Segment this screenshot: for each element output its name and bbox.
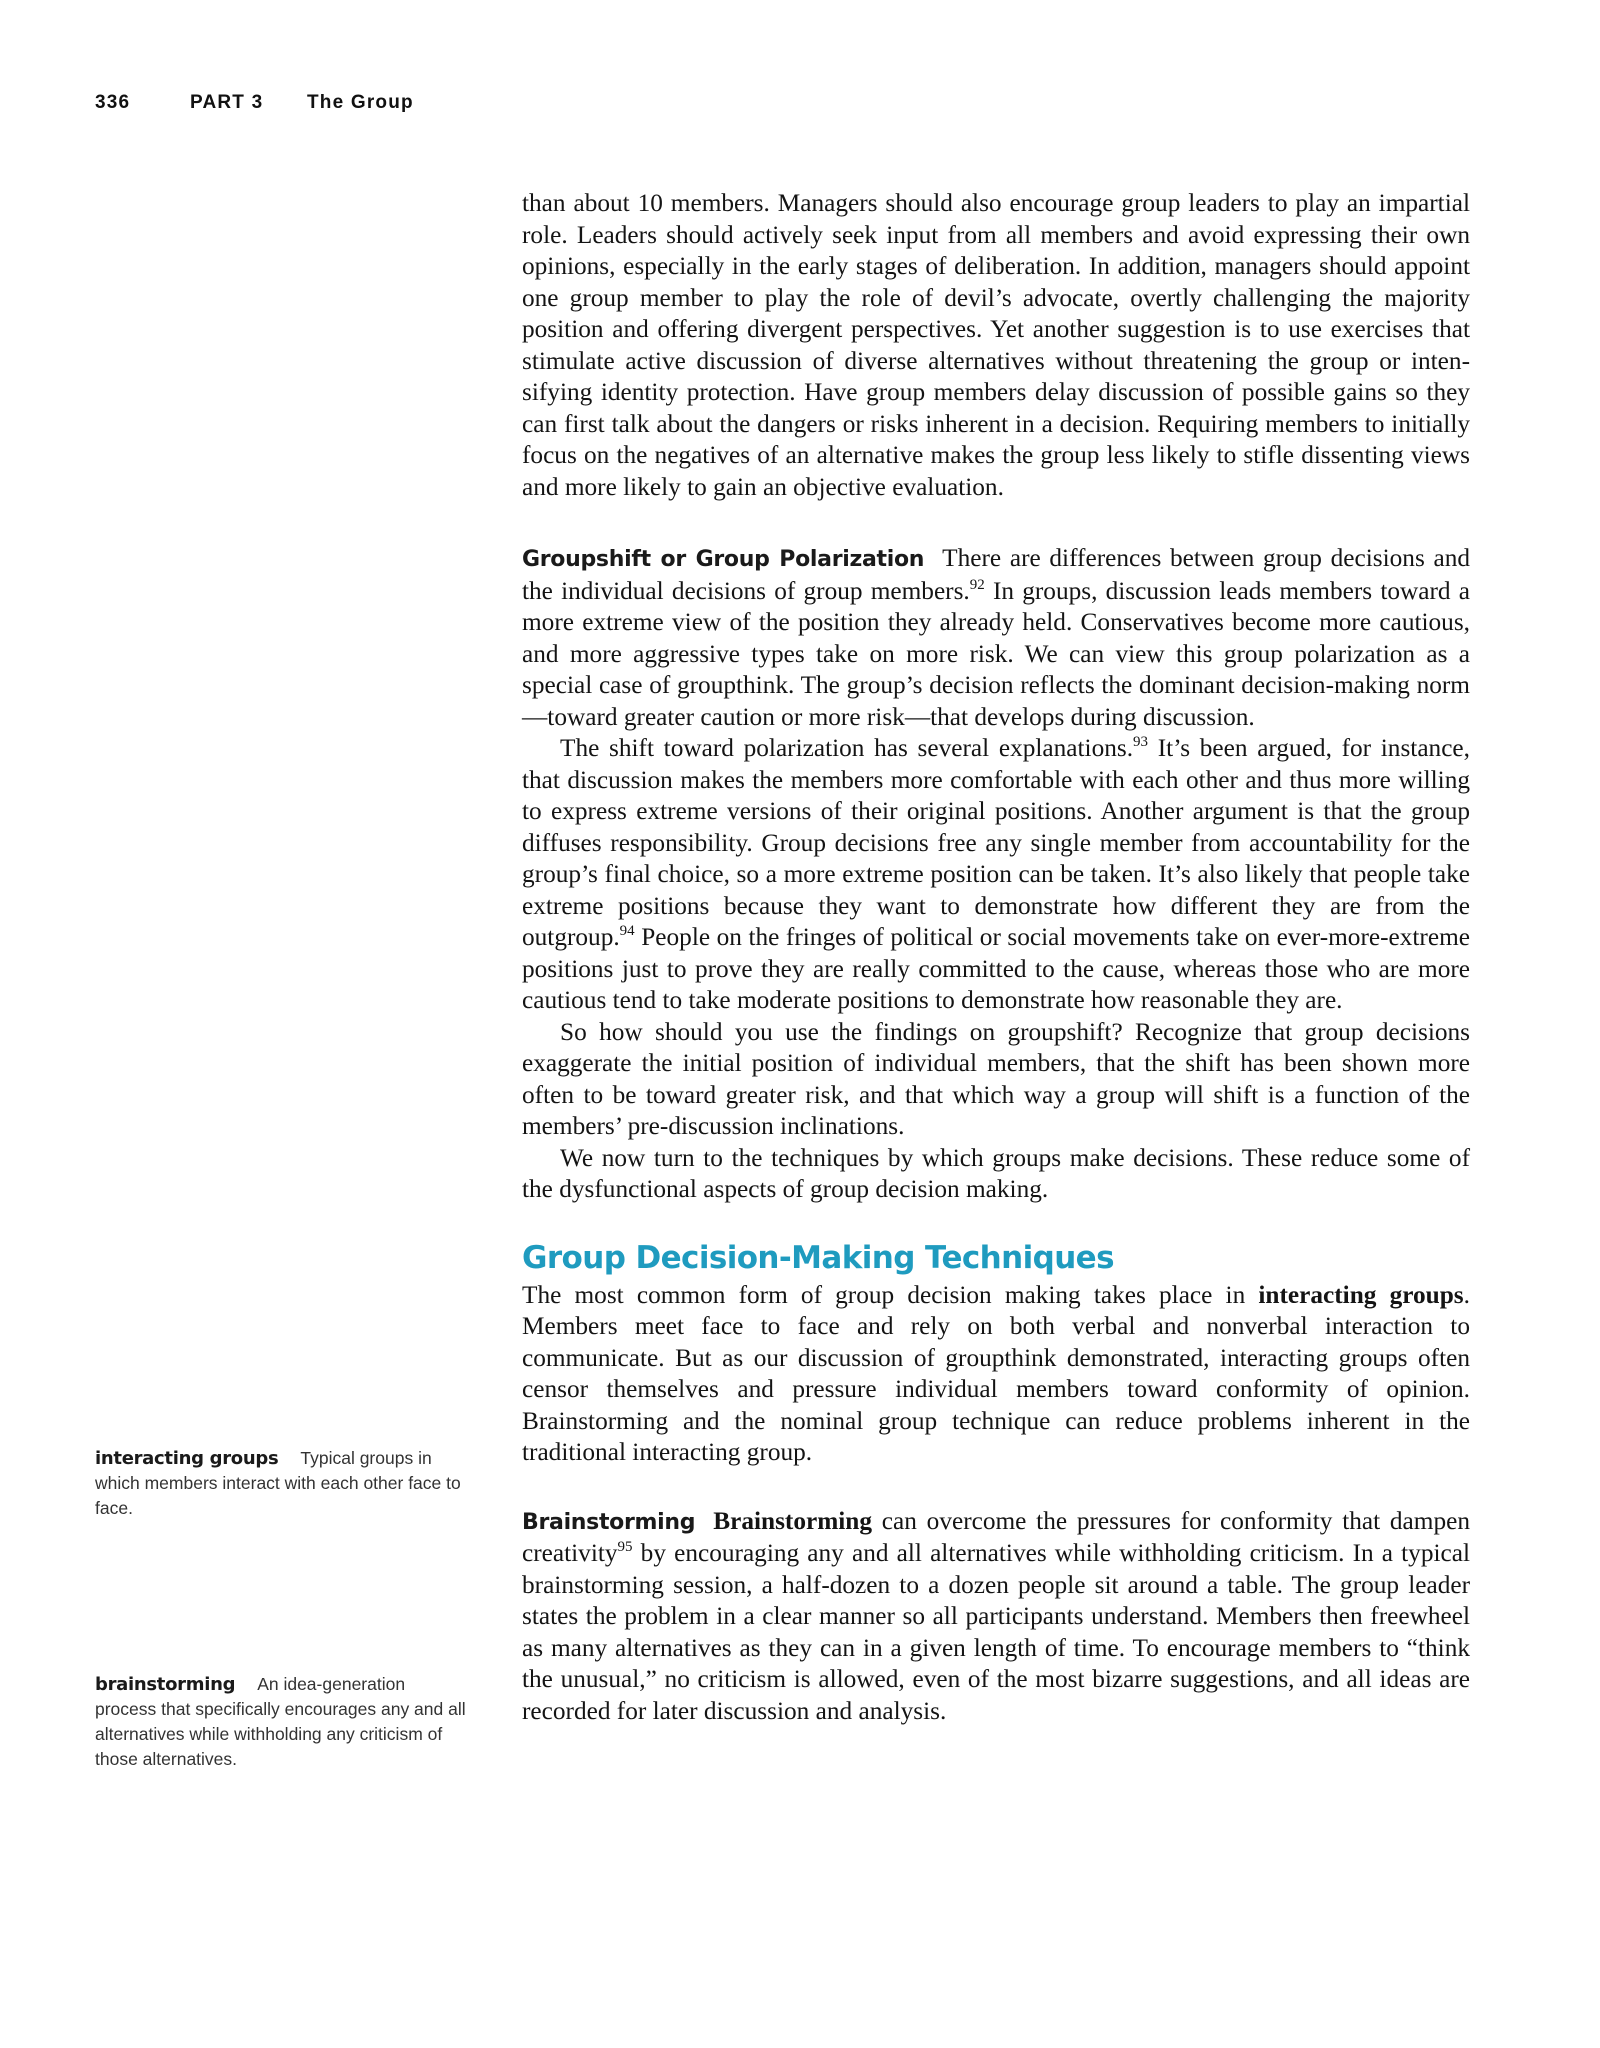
groupshift-paragraph-4: We now turn to the techniques by which groups make decisions. These reduce some of the dysfunctional aspects of group decision making. [522, 1143, 1470, 1203]
margin-term: brainstorming [95, 1674, 236, 1695]
groupshift-heading: Groupshift or Group Polarization [522, 547, 925, 572]
footnote-ref-92: 92 [969, 576, 985, 593]
page-number: 336 [95, 92, 131, 113]
running-head [95, 92, 414, 114]
footnote-ref-93: 93 [1133, 734, 1149, 750]
part-label: PART 3 [190, 92, 264, 113]
main-text-column [522, 188, 1470, 1727]
footnote-ref-94: 94 [619, 923, 635, 939]
part-title: The Group [307, 92, 414, 113]
margin-term: interacting groups [95, 1448, 279, 1469]
footnote-ref-95: 95 [617, 1539, 633, 1555]
techniques-paragraph: The most common form of group decision making takes place in interacting groups. Members meet face to face and rely on both verbal and nonverbal interaction to communicate. But as our discussion of groupthink demonstrated, interacting groups often censor themselves and pressure individual members toward conformity of opinion. Brainstorming and the nominal group technique can reduce problems inherent in the traditional interacting group. [522, 1280, 1470, 1466]
groupshift-paragraph-2: The shift toward polarization has several explanations.$^{93}$ It’s been argued, for instance, that discussion makes the members more comfortable with each other and thus more willing to express extreme versions of their original positions. Another argument is that the group diffuses responsibility. Group decisions free any single member from accountability for the group’s final choice, so a more extreme position can be taken. It’s also likely that people take extreme positions because they want to demonstrate how different they are from the outgroup.$^{94}$ People on the fringes of political or social movements take on ever-more-extreme positions just to prove they are really committed to the cause, whereas those who are more cautious tend to take moderate positions to demonstrate how reasonable they are. [522, 734, 1470, 1014]
groupshift-paragraph-3: So how should you use the findings on groupshift? Recognize that group decisions exaggerate the initial position of individual members, that the shift has been shown more often to be toward greater risk, and that which way a group will shift is a function of the members’ pre-discussion inclinations. [522, 1017, 1470, 1140]
intro-paragraph: than about 10 members. Managers should also encourage group leaders to play an impartial role. Leaders should actively seek input from all members and avoid expressing their own opinions, especially in the early stages of deliberation. In addition, managers should appoint one group member to play the role of devil’s advocate, overtly challenging the majority position and offering divergent perspectives. Yet another suggestion is to use exercises that stimulate active discussion of diverse alternatives without threatening the group or intensifying identity protection. Have group members delay discussion of possible gains so they can first talk about the dangers or risks inherent in a decision. Requiring members to initially focus on the negatives of an alternative makes the group less likely to stifle dissenting views and more likely to gain an objective evaluation. [522, 189, 1470, 501]
margin-note-interacting-groups [95, 1446, 467, 1521]
groupshift-paragraph-1: Groupshift or Group Polarization There are differences between group decisions and the individual decisions of group members.$^{92}$ In groups, discussion leads members toward a more extreme view of the position they already held. Conservatives become more cautious, and more aggressive types take on more risk. We can view this group polarization as a special case of groupthink. The group’s decision reflects the dominant decision-making norm—toward greater caution or more risk—that develops during discussion. [522, 544, 1470, 731]
key-term-interacting-groups: interacting groups [1258, 1280, 1464, 1309]
key-term-brainstorming: Brainstorming [713, 1506, 873, 1535]
margin-definition: Typical groups in which members interact with each other face to face. [95, 1448, 461, 1518]
section-heading: Group Decision-Making Techniques [522, 1239, 1114, 1276]
brainstorming-paragraph: Brainstorming Brainstorming can overcome the pressures for conformity that dampen creativity$^{95}$ by encouraging any and all alternatives while withholding criticism. In a typical brainstorming session, a half-dozen to a dozen people sit around a table. The group leader states the problem in a clear manner so all participants understand. Members then freewheel as many alternatives as they can in a given length of time. To encourage members to “think the unusual,” no criticism is allowed, even of the most bizarre suggestions, and all ideas are recorded for later discussion and analysis. [522, 1506, 1470, 1725]
margin-note-brainstorming [95, 1672, 467, 1772]
brainstorming-heading: Brainstorming [522, 1509, 696, 1535]
margin-definition: An idea-generation process that specifically encourages any and all alternatives while withholding any criticism of those alternatives. [95, 1674, 466, 1769]
